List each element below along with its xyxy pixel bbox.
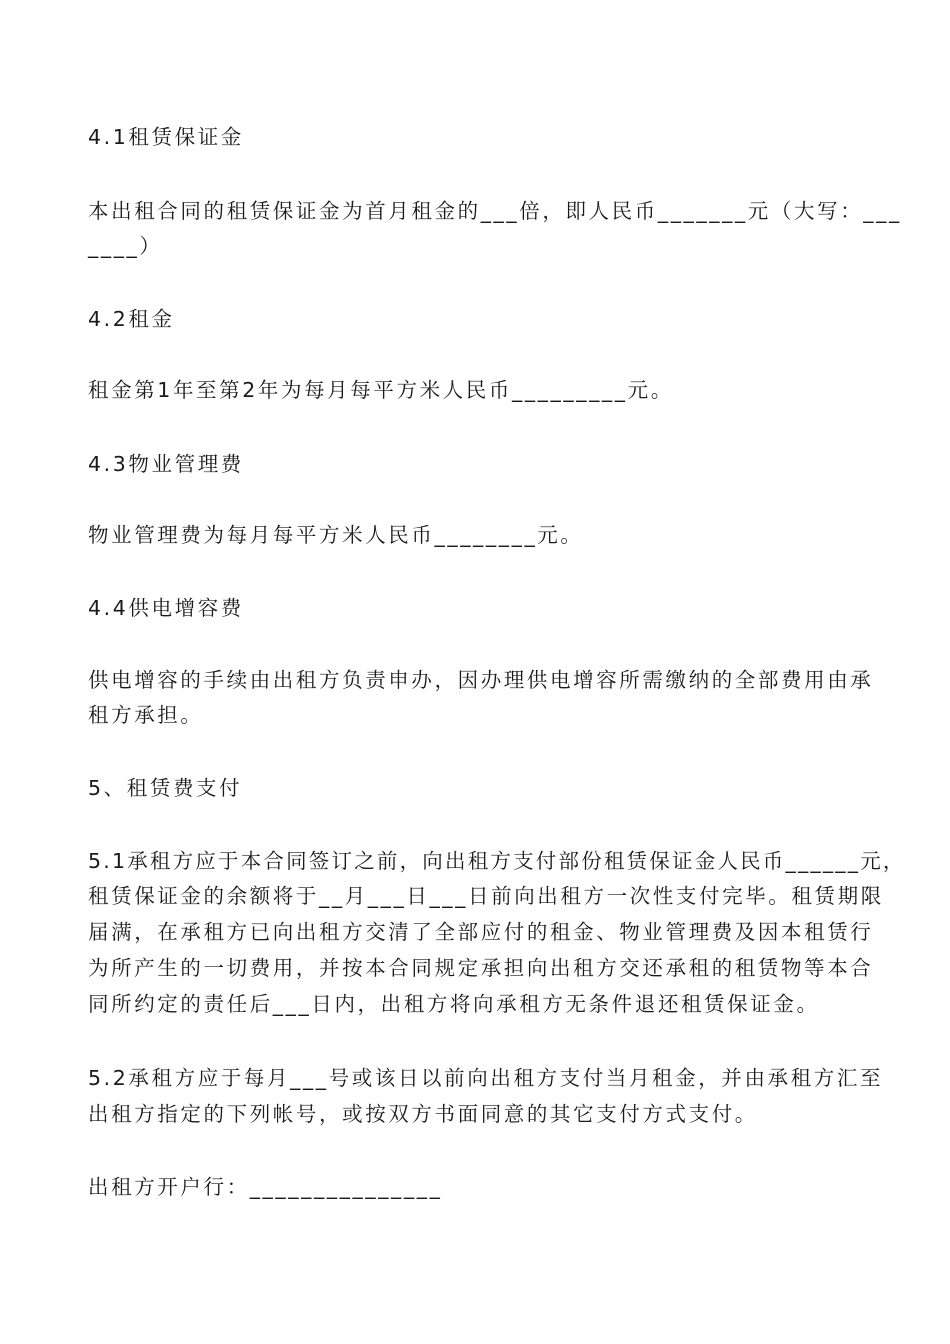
paragraph-line: 供电增容的手续由出租方负责申办，因办理供电增容所需缴纳的全部费用由承	[88, 668, 874, 692]
paragraph-line: 本出租合同的租赁保证金为首月租金的___倍，即人民币_______元（大写：___	[88, 199, 902, 223]
paragraph-line: 5.1承租方应于本合同签订之前，向出租方支付部份租赁保证金人民币______元，	[88, 849, 906, 873]
section-heading-4-3: 4.3物业管理费	[88, 452, 244, 476]
paragraph-line: 同所约定的责任后___日内，出租方将向承租方无条件退还租赁保证金。	[88, 992, 820, 1016]
paragraph-line: ____）	[88, 234, 163, 258]
section-heading-4-4: 4.4供电增容费	[88, 596, 244, 620]
paragraph-line: 物业管理费为每月每平方米人民币________元。	[88, 523, 584, 547]
paragraph-line: 出租方指定的下列帐号，或按双方书面同意的其它支付方式支付。	[88, 1102, 758, 1126]
paragraph-line: 为所产生的一切费用，并按本合同规定承担向出租方交还承租的租赁物等本合	[88, 956, 874, 980]
section-heading-4-2: 4.2租金	[88, 307, 175, 331]
paragraph-line: 租赁保证金的余额将于__月___日___日前向出租方一次性支付完毕。租赁期限	[88, 884, 884, 908]
section-heading-4-1: 4.1租赁保证金	[88, 125, 244, 149]
paragraph-line: 租方承担。	[88, 703, 204, 727]
paragraph-line: 5.2承租方应于每月___号或该日以前向出租方支付当月租金，并由承租方汇至	[88, 1066, 884, 1090]
section-heading-5: 5、租赁费支付	[88, 776, 243, 800]
paragraph-line: 届满，在承租方已向出租方交清了全部应付的租金、物业管理费及因本租赁行	[88, 920, 874, 944]
paragraph-line: 租金第1年至第2年为每月每平方米人民币_________元。	[88, 378, 674, 402]
lessor-bank-line: 出租方开户行：_______________	[88, 1175, 443, 1199]
